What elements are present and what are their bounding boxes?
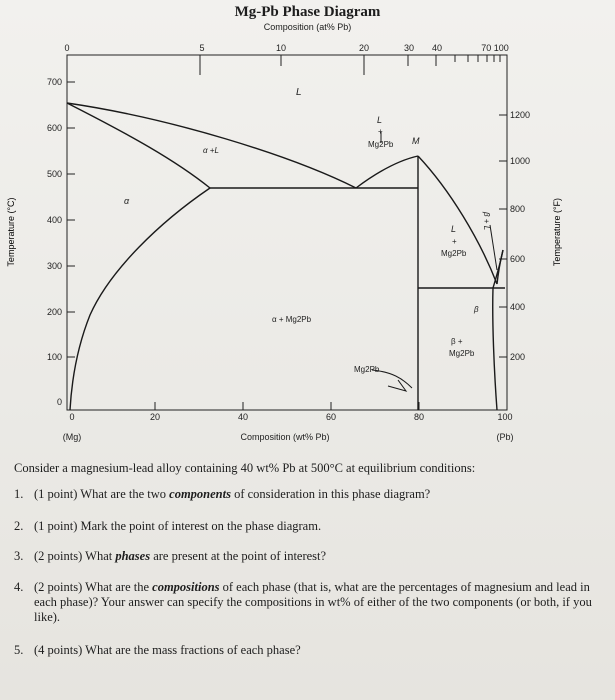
top-tick-label: 40 (431, 43, 443, 53)
left-tick-label: 400 (46, 215, 62, 225)
region-liquid: L (296, 87, 302, 98)
question-number: 5. (14, 643, 24, 657)
right-tick-label: 200 (510, 352, 526, 362)
question-number: 2. (14, 519, 24, 533)
intro-text: Consider a magnesium-lead alloy containing 40 wt% Pb at 500°C at equilibrium conditions: (14, 461, 476, 475)
region-alpha-mg2pb: α + Mg2Pb (272, 315, 312, 324)
region-l-mg2pb-right-plus: + (452, 237, 457, 246)
top-axis-ticks (67, 55, 500, 75)
region-beta-mg2pb-1: β + (451, 337, 463, 346)
region-l-mg2pb-right-l: L (451, 224, 457, 234)
question-number: 3. (14, 549, 24, 563)
top-tick-label: 5 (199, 43, 205, 53)
region-l-mg2pb-compound: Mg2Pb (368, 140, 394, 149)
question-1: 1. (1 point) What are the two components of consideration in this phase diagram? (14, 487, 431, 501)
region-beta: β (474, 305, 479, 314)
question-4: 4. (2 points) What are the compositions of each phase (that is, what are the percentages of magnesium and lead in each phase)? Your answer can specify the compositions in wt% of either of the two components (or both, if you like). (14, 580, 592, 624)
left-axis-ticks (67, 82, 75, 357)
region-alpha: α (124, 196, 130, 206)
region-l-mg2pb-plus: + (378, 127, 383, 136)
plot-frame (67, 55, 507, 410)
mg-end-label: (Mg) (62, 432, 82, 442)
top-tick-label: 10 (275, 43, 287, 53)
left-tick-label: 200 (46, 307, 62, 317)
point-m: M (412, 136, 420, 146)
bottom-tick-label: 80 (413, 412, 425, 422)
region-l-mg2pb-l: L (377, 115, 383, 125)
left-tick-label: 0 (56, 397, 62, 407)
region-l-mg2pb-right-compound: Mg2Pb (441, 249, 467, 258)
question-number: 1. (14, 487, 24, 501)
bottom-axis-ticks (155, 402, 419, 410)
bottom-tick-label: 60 (325, 412, 337, 422)
left-tick-label: 500 (46, 169, 62, 179)
right-tick-label: 400 (510, 302, 526, 312)
bottom-tick-label: 20 (149, 412, 161, 422)
top-tick-label: 70 100 (481, 43, 509, 53)
question-5: 5. (4 points) What are the mass fractions of each phase? (14, 643, 301, 657)
right-tick-label: 1000 (510, 156, 531, 166)
top-tick-label: 30 (403, 43, 415, 53)
right-tick-label: 1200 (510, 110, 531, 120)
question-2: 2. (1 point) Mark the point of interest on the phase diagram. (14, 519, 322, 533)
right-axis-title: Temperature (°F) (552, 197, 562, 267)
pb-end-label: (Pb) (496, 432, 514, 442)
left-tick-label: 300 (46, 261, 62, 271)
right-tick-label: 600 (510, 254, 526, 264)
top-tick-label: 20 (358, 43, 370, 53)
region-beta-liquid: β + L (482, 212, 491, 231)
question-3: 3. (2 points) What phases are present at the point of interest? (14, 549, 327, 563)
beta-solvus (493, 288, 497, 410)
phase-boundaries (67, 103, 505, 410)
diagram-title: Mg-Pb Phase Diagram (234, 4, 381, 20)
top-tick-label: 0 (64, 43, 70, 53)
region-labels (124, 87, 491, 374)
right-tick-label: 800 (510, 204, 526, 214)
left-axis-title: Temperature (°C) (6, 197, 16, 267)
right-axis-ticks (499, 115, 507, 357)
left-tick-label: 700 (46, 77, 62, 87)
alpha-solvus (70, 188, 210, 410)
left-tick-label: 100 (46, 352, 62, 362)
liquidus-dome-left (356, 156, 418, 188)
bottom-tick-label: 40 (237, 412, 249, 422)
top-axis-label: Composition (at% Pb) (263, 22, 352, 32)
bottom-tick-label: 0 (69, 412, 75, 422)
left-tick-label: 600 (46, 123, 62, 133)
region-alpha-liquid: α +L (203, 146, 219, 155)
mg2pb-pointer-label: Mg2Pb (354, 365, 380, 374)
question-number: 4. (14, 580, 24, 594)
bottom-axis-label: Composition (wt% Pb) (240, 432, 330, 442)
region-beta-mg2pb-2: Mg2Pb (449, 349, 475, 358)
bottom-tick-label: 100 (497, 412, 513, 422)
